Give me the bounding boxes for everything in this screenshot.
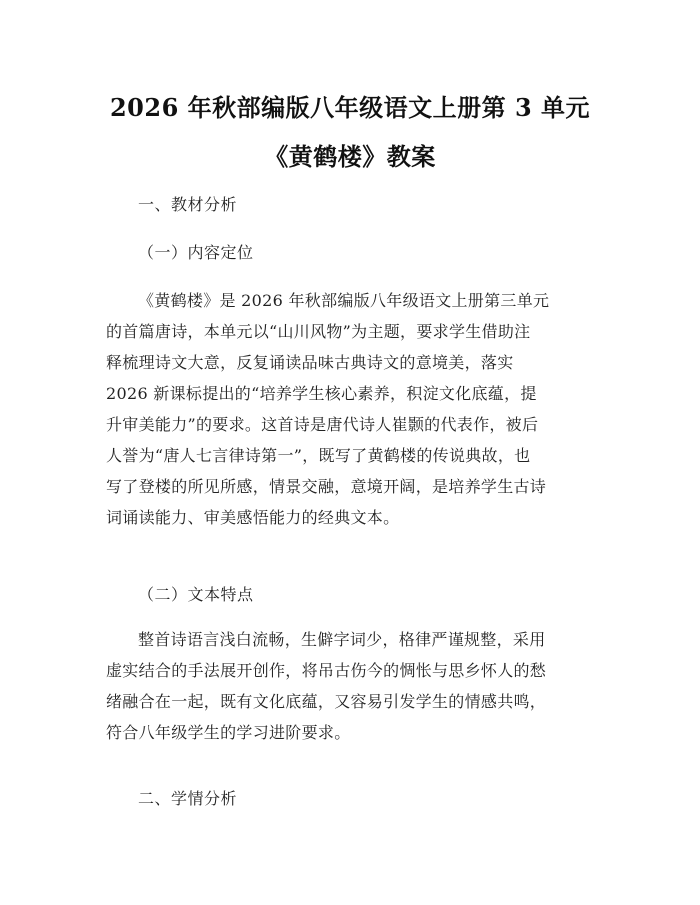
- document-title-line-1: 2026 年秋部编版八年级语文上册第 3 单元: [109, 93, 591, 122]
- paragraph-line: 释梳理诗文大意，反复诵读品味古典诗文的意境美，落实: [106, 353, 514, 372]
- section-heading-learner-analysis: 二、学情分析: [138, 789, 238, 808]
- paragraph-line: 整首诗语言浅白流畅，生僻字词少，格律严谨规整，采用: [138, 630, 546, 649]
- subsection-heading-content-positioning: （一）内容定位: [138, 243, 254, 262]
- paragraph-content-positioning: [106, 285, 596, 533]
- document-title-line-2: 《黄鹤楼》教案: [264, 142, 436, 171]
- paragraph-line: 词诵读能力、审美感悟能力的经典文本。: [106, 508, 400, 527]
- paragraph-line: 符合八年级学生的学习进阶要求。: [106, 723, 351, 742]
- paragraph-line: 虚实结合的手法展开创作，将吊古伤今的惆怅与思乡怀人的愁: [106, 661, 547, 680]
- paragraph-line: 《黄鹤楼》是 2026 年秋部编版八年级语文上册第三单元: [138, 291, 550, 310]
- section-heading-teaching-material-analysis: 一、教材分析: [138, 195, 238, 214]
- subsection-heading-text-features: （二）文本特点: [138, 585, 254, 604]
- paragraph-line: 写了登楼的所见所感，情景交融，意境开阔，是培养学生古诗: [106, 477, 547, 496]
- paragraph-text-features: [106, 624, 596, 748]
- paragraph-line: 的首篇唐诗，本单元以“山川风物”为主题，要求学生借助注: [106, 322, 531, 341]
- paragraph-line: 人誉为“唐人七言律诗第一”，既写了黄鹤楼的传说典故，也: [106, 446, 531, 465]
- paragraph-line: 升审美能力”的要求。这首诗是唐代诗人崔颢的代表作，被后: [106, 415, 539, 434]
- paragraph-line: 2026 新课标提出的“培养学生核心素养，积淀文化底蕴，提: [106, 384, 537, 403]
- paragraph-line: 绪融合在一起，既有文化底蕴，又容易引发学生的情感共鸣，: [106, 692, 547, 711]
